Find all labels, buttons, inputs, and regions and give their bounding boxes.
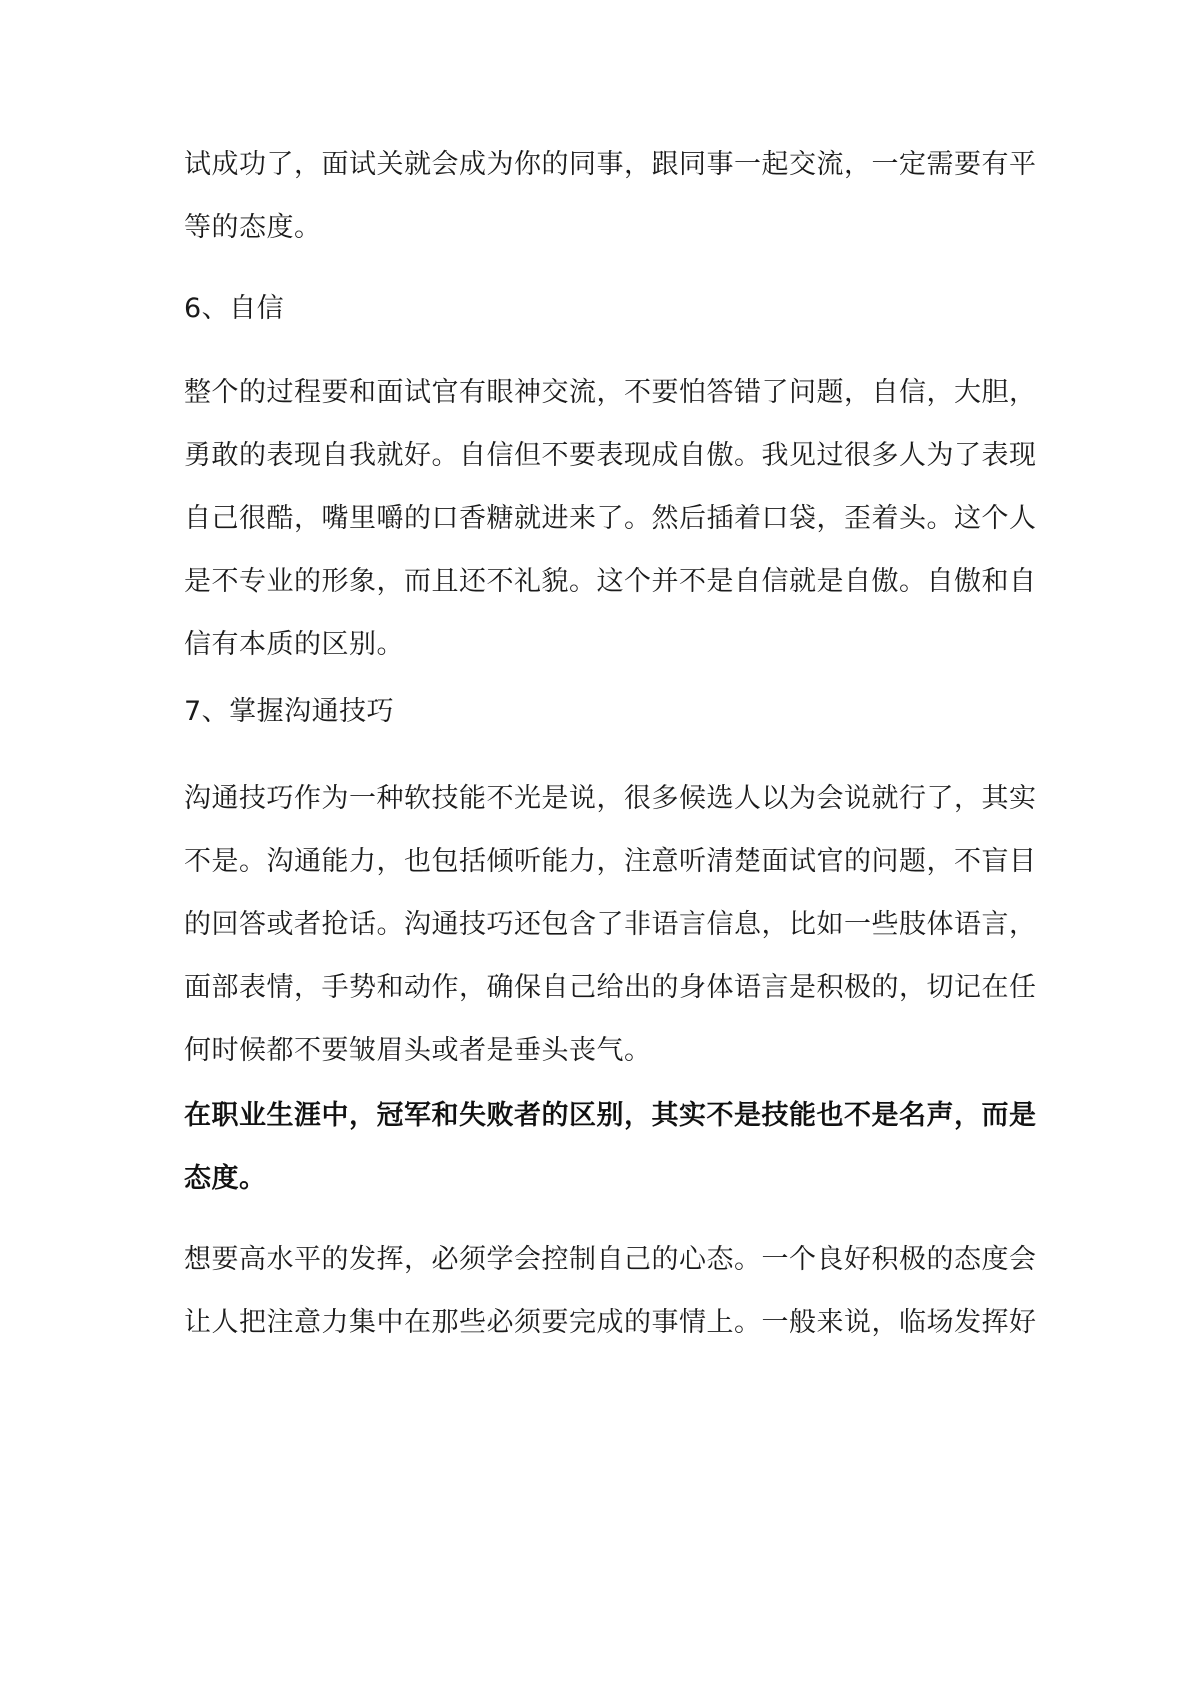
- text-line: 自己很酷，嘴里嚼的口香糖就进来了。然后插着口袋，歪着头。这个人: [184, 503, 1037, 534]
- text-line: 信有本质的区别。: [184, 629, 404, 660]
- paragraph-mindset: [184, 1228, 1037, 1354]
- bold-text-line: 态度。: [184, 1163, 267, 1194]
- paragraph-equal-attitude: [184, 133, 1037, 259]
- text-line: 不是。沟通能力，也包括倾听能力，注意听清楚面试官的问题，不盲目: [184, 846, 1037, 877]
- paragraph-confidence: [184, 361, 1037, 676]
- text-line: 勇敢的表现自我就好。自信但不要表现成自傲。我见过很多人为了表现: [184, 440, 1037, 471]
- text-line: 让人把注意力集中在那些必须要完成的事情上。一般来说，临场发挥好: [184, 1307, 1037, 1338]
- text-line: 等的态度。: [184, 212, 322, 243]
- bold-paragraph-attitude: [184, 1084, 1037, 1210]
- text-line: 何时候都不要皱眉头或者是垂头丧气。: [184, 1035, 652, 1066]
- text-line: 想要高水平的发挥，必须学会控制自己的心态。一个良好积极的态度会: [184, 1244, 1037, 1275]
- text-line: 整个的过程要和面试官有眼神交流，不要怕答错了问题，自信，大胆，: [184, 377, 1037, 408]
- text-line: 试成功了，面试关就会成为你的同事，跟同事一起交流，一定需要有平: [184, 149, 1037, 180]
- bold-text-line: 在职业生涯中，冠军和失败者的区别，其实不是技能也不是名声，而是: [184, 1100, 1037, 1131]
- text-line: 是不专业的形象，而且还不礼貌。这个并不是自信就是自傲。自傲和自: [184, 566, 1037, 597]
- text-line: 沟通技巧作为一种软技能不光是说，很多候选人以为会说就行了，其实: [184, 783, 1037, 814]
- heading-text: 6、自信: [184, 293, 285, 324]
- paragraph-communication: [184, 767, 1037, 1082]
- heading-text: 7、掌握沟通技巧: [184, 696, 395, 727]
- section-heading-confidence: [184, 277, 1032, 340]
- text-line: 的回答或者抢话。沟通技巧还包含了非语言信息，比如一些肢体语言，: [184, 909, 1037, 940]
- text-line: 面部表情，手势和动作，确保自己给出的身体语言是积极的，切记在任: [184, 972, 1037, 1003]
- section-heading-communication: [184, 680, 1032, 743]
